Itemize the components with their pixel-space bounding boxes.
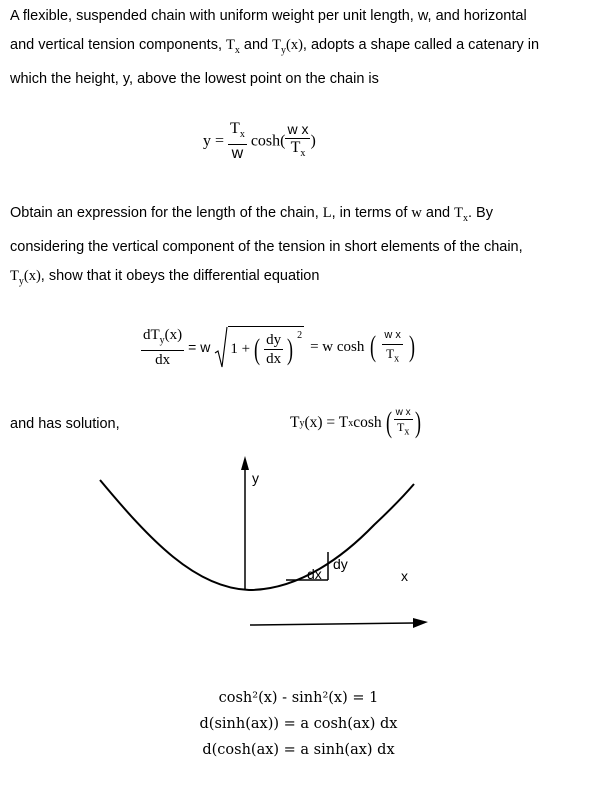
identity-2: d(sinh(ax)) = a cosh(ax) dx (199, 716, 398, 732)
x-axis (250, 623, 414, 625)
radical-icon (214, 325, 228, 369)
task-line-3: $T_y(x)$, show that it obeys the differential equation (10, 267, 320, 287)
task-line-1: Obtain an expression for the length of the chain, L, in terms of w and $T_x$. By (10, 205, 493, 224)
differential-equation: $\frac{dT_y(x)}{dx}$ = w 1 + ( $\frac{dy}{dx}$ ) $^2$ = w cosh ( $\frac{\text{w x}}{T_x}$ ) (143, 326, 415, 368)
catenary-equation: y = $\frac{T_x}{w}$ cosh( $\frac{\text{w x}}{T_x}$ ) (203, 120, 316, 163)
solution-label: and has solution, (10, 416, 120, 432)
task-line-2: considering the vertical component of the tension in short elements of the chain, (10, 238, 523, 255)
identity-1: cosh²(x) - sinh²(x) = 1 (218, 690, 379, 706)
x-axis-arrow-icon (413, 618, 428, 628)
task-paragraph (10, 199, 580, 296)
x-axis-label: x (401, 568, 408, 584)
y-axis-label: y (252, 470, 259, 486)
dy-label: dy (333, 556, 348, 572)
intro-paragraph (10, 2, 580, 94)
y-axis-arrow-icon (241, 456, 249, 470)
catenary-curve (100, 480, 414, 590)
intro-line-3: which the height, y, above the lowest point on the chain is (10, 70, 379, 87)
dx-label: dx (307, 566, 322, 582)
solution-equation: T y (x) = T x cosh ( $\frac{\text{w x}}{T_x}$ ) (290, 406, 421, 439)
identity-3: d(cosh(ax) = a sinh(ax) dx (202, 742, 395, 758)
catenary-figure (0, 440, 597, 640)
intro-line-1: A flexible, suspended chain with uniform weight per unit length, w, and horizontal (10, 8, 527, 24)
square-root-sign: 1 + ( $\frac{dy}{dx}$ ) $^2$ (214, 325, 304, 369)
intro-line-2: and vertical tension components, $T_x$ and $T_y(x)$, adopts a shape called a catenary in (10, 37, 540, 56)
